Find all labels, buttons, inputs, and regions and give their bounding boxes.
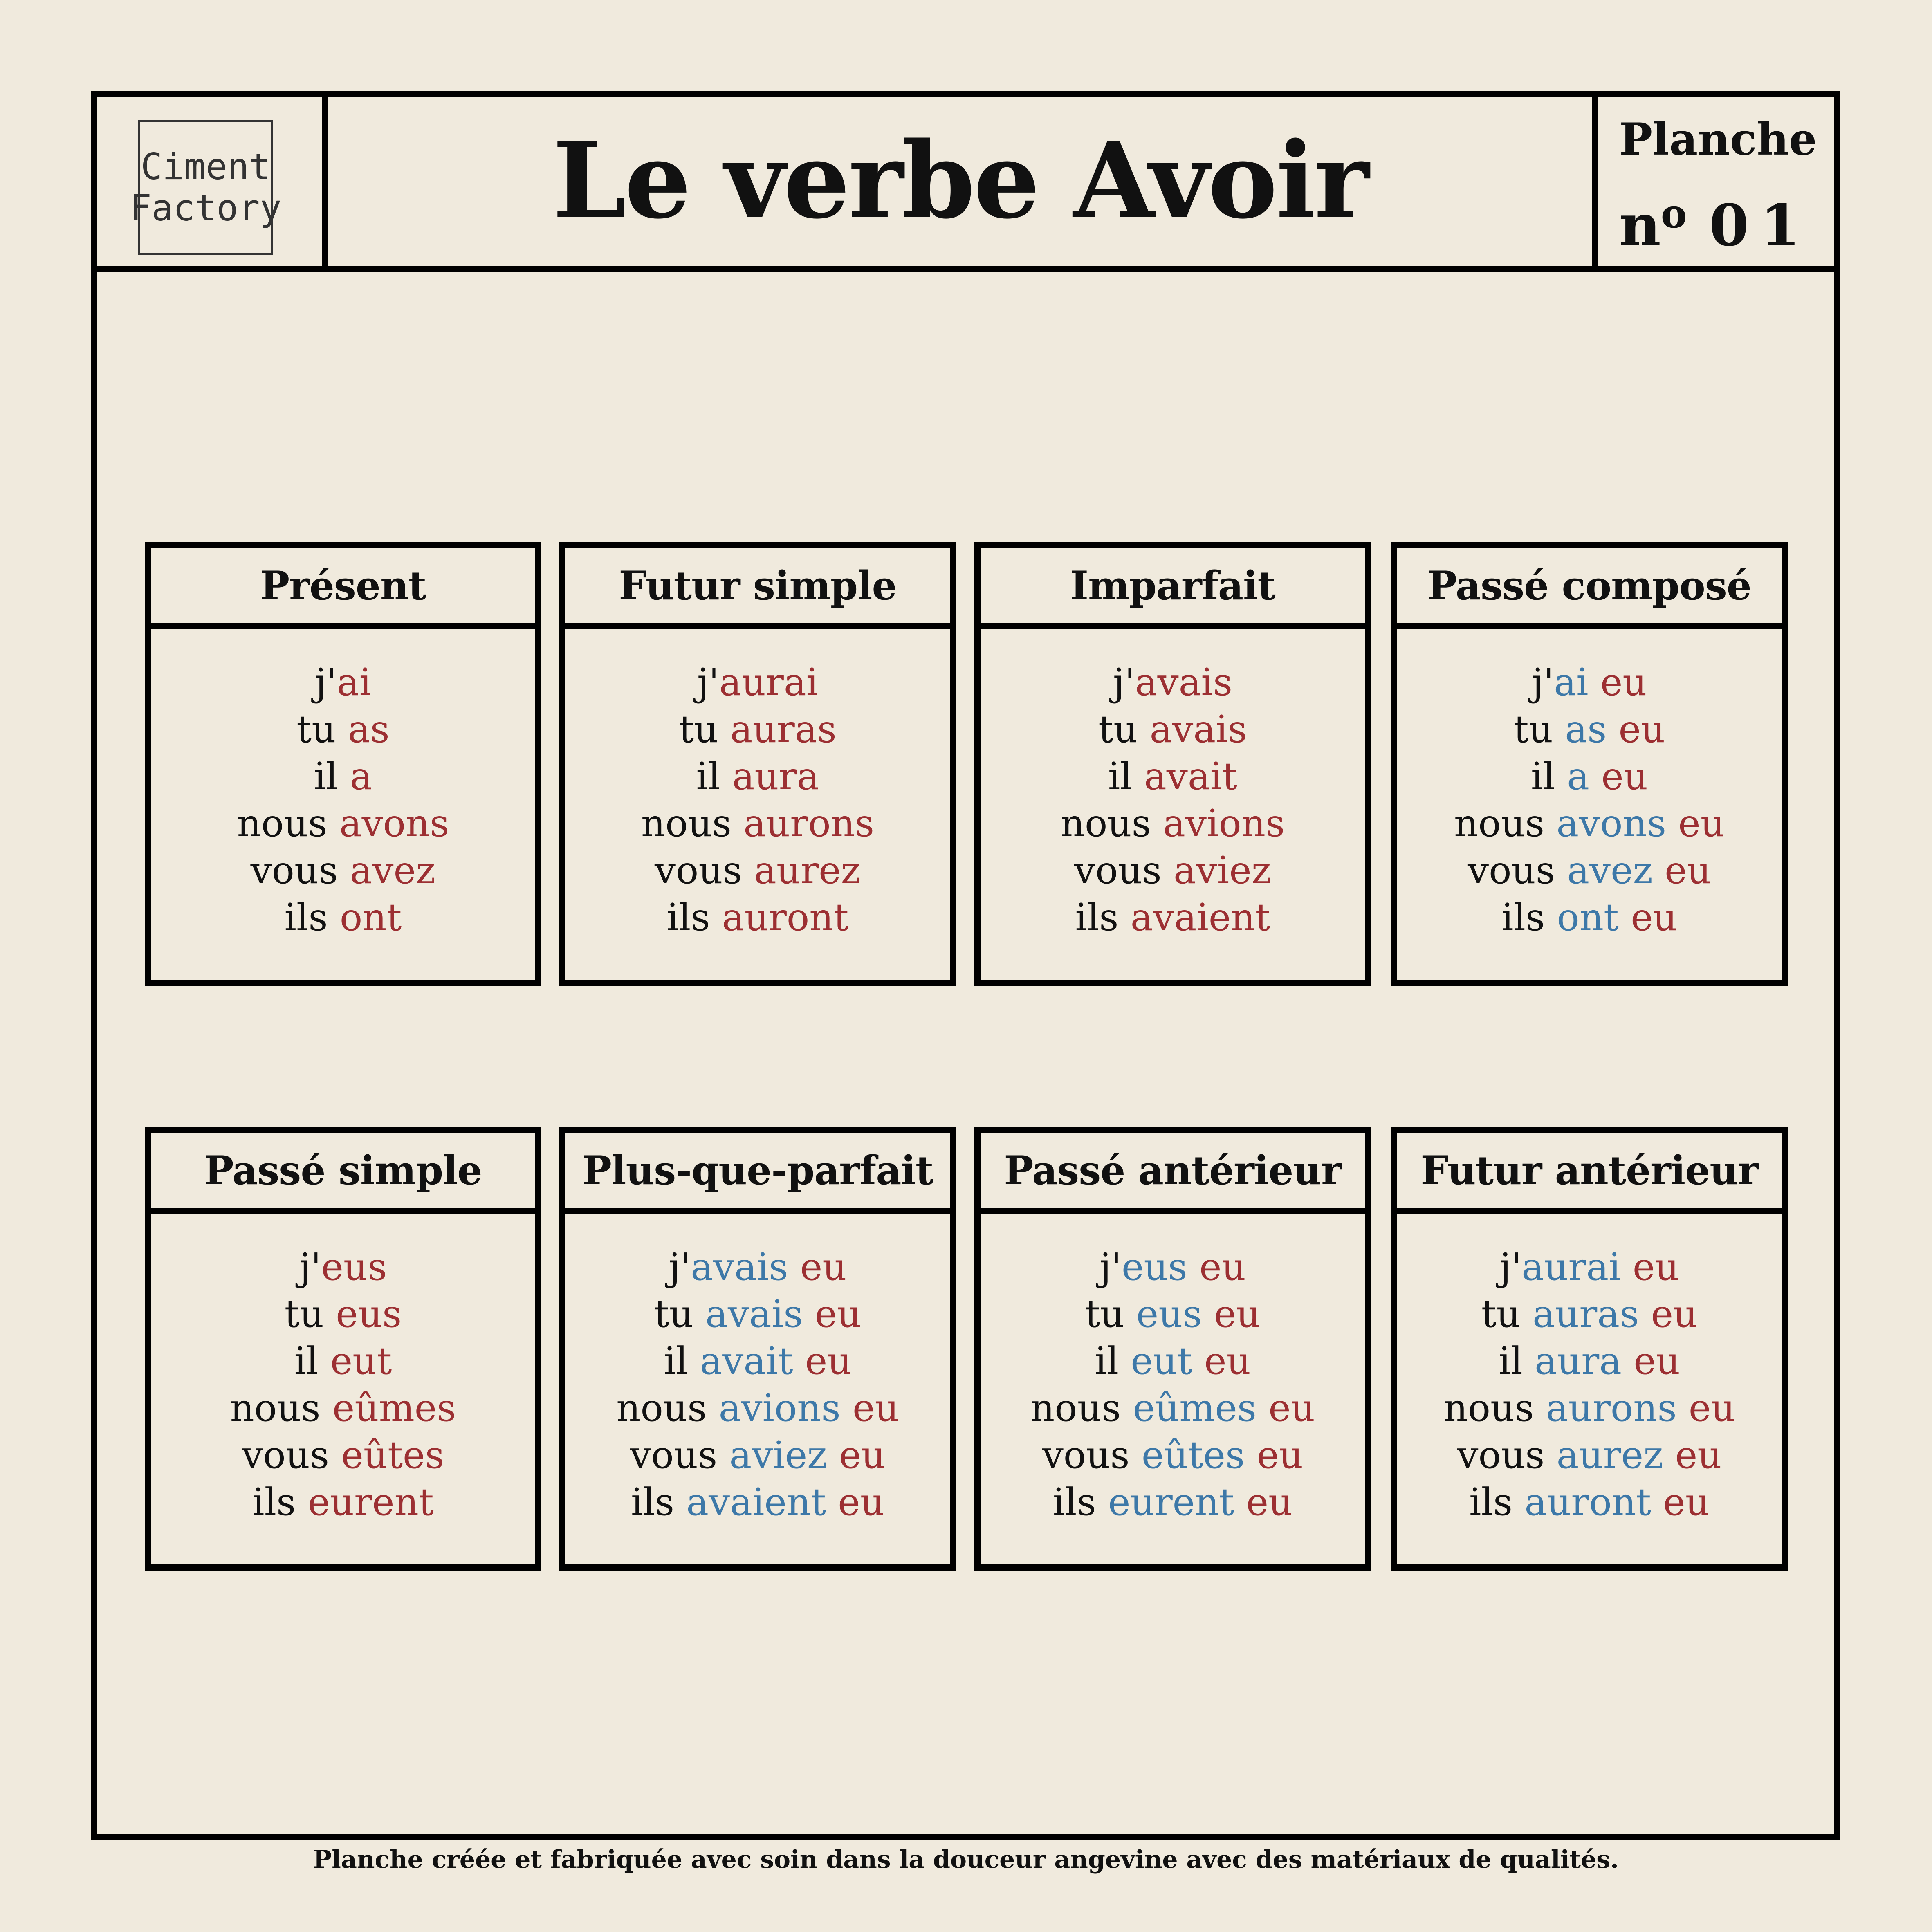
verb-ending: as: [348, 707, 390, 751]
pronoun: ils: [666, 895, 722, 939]
plate-number-superscript: o: [1660, 191, 1687, 237]
tense-title: Passé simple: [151, 1133, 535, 1214]
conjugation-line: [981, 706, 1365, 753]
conjugation-line: [565, 894, 950, 941]
conjugation-line: [981, 894, 1365, 941]
pronoun: nous: [616, 1386, 719, 1430]
conjugation-line: [565, 753, 950, 800]
pronoun: j': [669, 1245, 691, 1289]
conjugation-line: [981, 800, 1365, 847]
auxiliary-verb: eus: [1121, 1245, 1187, 1289]
pronoun: vous: [242, 1433, 341, 1477]
pronoun: tu: [679, 707, 730, 751]
conjugation-list: [151, 629, 535, 941]
page-title: Le verbe Avoir: [552, 119, 1368, 242]
conjugation-line: [981, 1432, 1365, 1479]
pronoun: il: [696, 754, 732, 798]
verb-ending: eu: [1187, 1245, 1246, 1289]
conjugation-line: [981, 753, 1365, 800]
conjugation-line: [565, 1384, 950, 1432]
verb-ending: avait: [1144, 754, 1238, 798]
verb-ending: eu: [1622, 1339, 1680, 1383]
plate-label: Planche: [1619, 114, 1817, 165]
verb-ending: ont: [339, 895, 402, 939]
pronoun: tu: [1085, 1292, 1136, 1336]
conjugation-line: [981, 1479, 1365, 1526]
auxiliary-verb: a: [1567, 754, 1589, 798]
plate-number: [1619, 191, 1812, 259]
auxiliary-verb: as: [1565, 707, 1607, 751]
conjugation-line: [1397, 706, 1782, 753]
pronoun: tu: [296, 707, 348, 751]
verb-ending: eus: [336, 1292, 402, 1336]
auxiliary-verb: eûtes: [1141, 1433, 1245, 1477]
pronoun: vous: [1457, 1433, 1557, 1477]
conjugation-line: [1397, 1432, 1782, 1479]
plate-number-prefix: n: [1619, 192, 1661, 259]
verb-ending: eu: [827, 1433, 886, 1477]
auxiliary-verb: ai: [1554, 660, 1589, 704]
pronoun: nous: [1060, 801, 1163, 845]
header-band: [97, 97, 1834, 272]
conjugation-line: [151, 706, 535, 753]
pronoun: vous: [1042, 1433, 1142, 1477]
verb-ending: auras: [730, 707, 837, 751]
conjugation-line: [565, 1432, 950, 1479]
pronoun: il: [1531, 754, 1567, 798]
pronoun: vous: [250, 848, 350, 892]
pronoun: tu: [1513, 707, 1565, 751]
auxiliary-verb: ont: [1557, 895, 1619, 939]
ciment-factory-logo: [130, 120, 282, 255]
pronoun: j': [1499, 1245, 1522, 1289]
pronoun: nous: [237, 801, 339, 845]
pronoun: il: [1095, 1339, 1131, 1383]
conjugation-line: [981, 1243, 1365, 1290]
verb-ending: eu: [826, 1480, 885, 1524]
verb-ending: eu: [1618, 895, 1677, 939]
conjugation-line: [151, 1337, 535, 1384]
pronoun: ils: [631, 1480, 687, 1524]
auxiliary-verb: avaient: [686, 1480, 826, 1524]
pronoun: il: [1108, 754, 1144, 798]
pronoun: il: [314, 754, 350, 798]
logo-line-2: Factory: [130, 187, 282, 229]
verb-ending: eu: [788, 1245, 847, 1289]
auxiliary-verb: eus: [1136, 1292, 1202, 1336]
verb-ending: eu: [1663, 1433, 1722, 1477]
conjugation-line: [565, 659, 950, 706]
conjugation-line: [1397, 1243, 1782, 1290]
pronoun: il: [664, 1339, 700, 1383]
tense-box-futur-anterieur: [1391, 1127, 1788, 1571]
verb-ending: eus: [321, 1245, 387, 1289]
pronoun: ils: [284, 895, 340, 939]
conjugation-list: [565, 1214, 950, 1526]
pronoun: ils: [1075, 895, 1131, 939]
verb-ending: eu: [1257, 1386, 1315, 1430]
tense-box-futur-simple: [559, 542, 956, 986]
pronoun: tu: [1481, 1292, 1533, 1336]
auxiliary-verb: aura: [1535, 1339, 1622, 1383]
logo-line-1: Ciment: [141, 145, 271, 188]
conjugation-line: [151, 1384, 535, 1432]
conjugation-line: [565, 800, 950, 847]
conjugation-line: [1397, 1337, 1782, 1384]
verb-ending: eurent: [307, 1480, 434, 1524]
title-cell: [328, 97, 1592, 266]
conjugation-line: [151, 1432, 535, 1479]
conjugation-line: [151, 659, 535, 706]
verb-ending: aurez: [754, 848, 861, 892]
auxiliary-verb: aviez: [729, 1433, 827, 1477]
auxiliary-verb: avions: [718, 1386, 841, 1430]
verb-ending: eu: [1639, 1292, 1698, 1336]
verb-ending: eu: [1607, 707, 1665, 751]
pronoun: vous: [654, 848, 754, 892]
verb-ending: eu: [1652, 848, 1711, 892]
auxiliary-verb: eurent: [1108, 1480, 1234, 1524]
pronoun: ils: [1501, 895, 1557, 939]
footer-note: Planche créée et fabriquée avec soin dans la douceur angevine avec des matériaux de qualités.: [313, 1845, 1619, 1874]
conjugation-line: [1397, 659, 1782, 706]
verb-ending: eut: [330, 1339, 392, 1383]
pronoun: j': [299, 1245, 321, 1289]
pronoun: j': [1532, 660, 1554, 704]
pronoun: ils: [252, 1480, 308, 1524]
tense-title: Futur antérieur: [1397, 1133, 1782, 1214]
verb-ending: avais: [1135, 660, 1233, 704]
verb-ending: avez: [350, 848, 436, 892]
tense-box-imparfait: [974, 542, 1371, 986]
pronoun: j': [1100, 1245, 1122, 1289]
conjugation-line: [1397, 800, 1782, 847]
verb-ending: eu: [1666, 801, 1725, 845]
conjugation-line: [151, 1290, 535, 1337]
conjugation-line: [565, 847, 950, 894]
conjugation-line: [1397, 1384, 1782, 1432]
tense-box-passe-simple: [145, 1127, 541, 1571]
auxiliary-verb: auront: [1524, 1480, 1652, 1524]
plate-number-value: 01: [1709, 192, 1812, 259]
verb-ending: eûmes: [332, 1386, 456, 1430]
verb-ending: eu: [1676, 1386, 1735, 1430]
conjugation-line: [565, 1290, 950, 1337]
verb-ending: eu: [1589, 754, 1648, 798]
conjugation-line: [1397, 1479, 1782, 1526]
pronoun: il: [1499, 1339, 1535, 1383]
tense-title: Présent: [151, 548, 535, 629]
auxiliary-verb: avons: [1556, 801, 1667, 845]
pronoun: nous: [1454, 801, 1557, 845]
pronoun: nous: [1443, 1386, 1546, 1430]
conjugation-list: [981, 629, 1365, 941]
tense-title: Passé antérieur: [981, 1133, 1365, 1214]
verb-ending: eu: [1588, 660, 1647, 704]
auxiliary-verb: avais: [705, 1292, 803, 1336]
conjugation-line: [565, 1337, 950, 1384]
auxiliary-verb: avais: [691, 1245, 788, 1289]
verb-ending: eu: [1245, 1433, 1304, 1477]
auxiliary-verb: aurai: [1521, 1245, 1621, 1289]
conjugation-line: [1397, 1290, 1782, 1337]
plate-number-cell: [1592, 97, 1834, 266]
conjugation-list: [1397, 1214, 1782, 1526]
verb-ending: eu: [840, 1386, 899, 1430]
auxiliary-verb: avait: [700, 1339, 793, 1383]
conjugation-line: [151, 1479, 535, 1526]
conjugation-line: [565, 1479, 950, 1526]
tense-box-plus-que-parfait: [559, 1127, 956, 1571]
tense-title: Imparfait: [981, 548, 1365, 629]
verb-ending: ai: [337, 660, 372, 704]
verb-ending: eu: [1202, 1292, 1261, 1336]
pronoun: nous: [641, 801, 744, 845]
verb-ending: avaient: [1130, 895, 1270, 939]
logo-cell: [97, 97, 328, 266]
conjugation-line: [151, 1243, 535, 1290]
verb-ending: a: [350, 754, 372, 798]
verb-ending: aviez: [1173, 848, 1272, 892]
conjugation-line: [1397, 753, 1782, 800]
conjugation-line: [981, 1337, 1365, 1384]
conjugation-line: [1397, 894, 1782, 941]
pronoun: vous: [1468, 848, 1567, 892]
auxiliary-verb: auras: [1533, 1292, 1639, 1336]
conjugation-line: [981, 1384, 1365, 1432]
tense-box-passe-compose: [1391, 542, 1788, 986]
pronoun: tu: [654, 1292, 706, 1336]
conjugation-line: [565, 706, 950, 753]
tense-box-passe-anterieur: [974, 1127, 1371, 1571]
pronoun: tu: [284, 1292, 336, 1336]
auxiliary-verb: avez: [1567, 848, 1653, 892]
verb-ending: eu: [1192, 1339, 1251, 1383]
pronoun: nous: [1030, 1386, 1133, 1430]
verb-ending: aura: [732, 754, 819, 798]
pronoun: j': [697, 660, 719, 704]
verb-ending: aurai: [719, 660, 819, 704]
conjugation-line: [151, 847, 535, 894]
pronoun: vous: [630, 1433, 729, 1477]
conjugation-line: [151, 894, 535, 941]
pronoun: ils: [1469, 1480, 1525, 1524]
pronoun: j': [1113, 660, 1135, 704]
pronoun: tu: [1098, 707, 1150, 751]
pronoun: il: [294, 1339, 330, 1383]
conjugation-line: [565, 1243, 950, 1290]
verb-ending: avions: [1163, 801, 1285, 845]
pronoun: j': [314, 660, 337, 704]
verb-ending: avais: [1149, 707, 1247, 751]
verb-ending: eu: [1651, 1480, 1710, 1524]
auxiliary-verb: eut: [1131, 1339, 1192, 1383]
conjugation-line: [981, 847, 1365, 894]
conjugation-line: [981, 1290, 1365, 1337]
conjugation-line: [1397, 847, 1782, 894]
conjugation-list: [565, 629, 950, 941]
auxiliary-verb: aurez: [1556, 1433, 1663, 1477]
tense-title: Futur simple: [565, 548, 950, 629]
conjugation-list: [981, 1214, 1365, 1526]
conjugation-line: [981, 659, 1365, 706]
conjugation-line: [151, 753, 535, 800]
verb-ending: aurons: [743, 801, 875, 845]
pronoun: ils: [1052, 1480, 1108, 1524]
auxiliary-verb: aurons: [1546, 1386, 1677, 1430]
verb-ending: eûtes: [341, 1433, 444, 1477]
verb-ending: eu: [793, 1339, 852, 1383]
tense-title: Plus-que-parfait: [565, 1133, 950, 1214]
verb-ending: auront: [722, 895, 849, 939]
verb-ending: avons: [339, 801, 449, 845]
verb-ending: eu: [1234, 1480, 1293, 1524]
tense-title: Passé composé: [1397, 548, 1782, 629]
auxiliary-verb: eûmes: [1133, 1386, 1257, 1430]
conjugation-list: [151, 1214, 535, 1526]
verb-ending: eu: [1620, 1245, 1679, 1289]
pronoun: nous: [230, 1386, 332, 1430]
pronoun: vous: [1074, 848, 1174, 892]
conjugation-list: [1397, 629, 1782, 941]
tense-box-present: [145, 542, 541, 986]
conjugation-line: [151, 800, 535, 847]
verb-ending: eu: [803, 1292, 862, 1336]
